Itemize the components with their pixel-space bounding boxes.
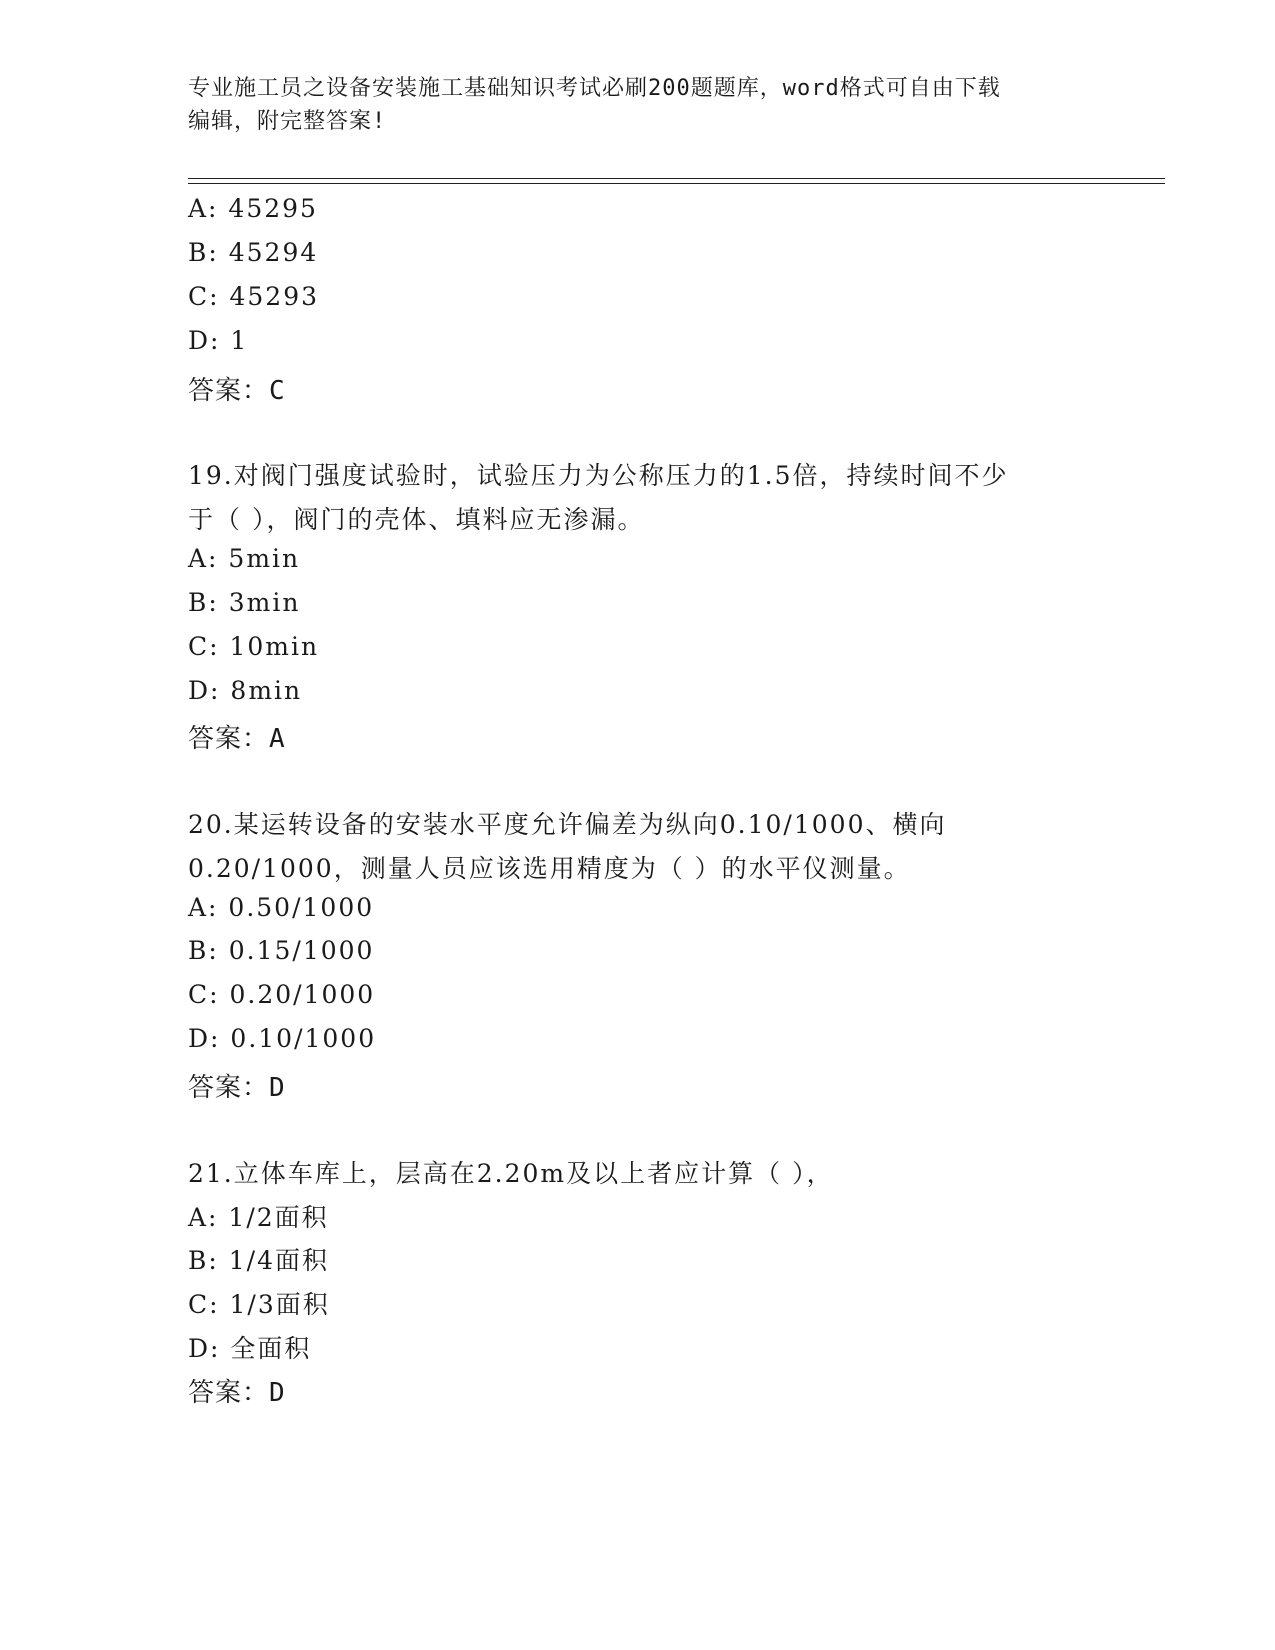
q20-stem-line-2: 0.20/1000，测量人员应该选用精度为（ ）的水平仪测量。: [188, 854, 911, 883]
q19-option-b: B: 3min: [188, 588, 301, 617]
document-header: [188, 72, 1088, 138]
q19-stem-line-1: 19.对阀门强度试验时，试验压力为公称压力的1.5倍，持续时间不少: [188, 461, 1009, 490]
q18-option-c: C: 45293: [188, 282, 320, 311]
q21-option-c: C: 1/3面积: [188, 1290, 330, 1319]
q19-option-a: A: 5min: [188, 544, 301, 573]
q19-option-d: D: 8min: [188, 676, 303, 705]
q18-option-d: D: 1: [188, 326, 249, 355]
q18-answer: 答案：C: [188, 376, 286, 406]
q20-option-d: D: 0.10/1000: [188, 1024, 377, 1053]
q20-answer: 答案：D: [188, 1073, 286, 1103]
q21-option-b: B: 1/4面积: [188, 1246, 329, 1275]
q20-option-a: A: 0.50/1000: [188, 893, 375, 922]
q21-stem-line-1: 21.立体车库上，层高在2.20m及以上者应计算（ ），: [188, 1159, 834, 1188]
q18-option-b: B: 45294: [188, 238, 319, 267]
q20-stem-line-1: 20.某运转设备的安装水平度允许偏差为纵向0.10/1000、横向: [188, 810, 947, 839]
header-divider-top: [188, 178, 1165, 179]
header-title-line-1: 专业施工员之设备安装施工基础知识考试必刷200题题库，word格式可自由下载: [188, 76, 1001, 101]
q21-option-a: A: 1/2面积: [188, 1203, 329, 1232]
q19-stem-line-2: 于（ ），阀门的壳体、填料应无渗漏。: [188, 505, 645, 534]
q20-option-b: B: 0.15/1000: [188, 936, 375, 965]
header-divider-bottom: [188, 183, 1165, 184]
q19-option-c: C: 10min: [188, 632, 320, 661]
q19-answer: 答案：A: [188, 724, 286, 754]
q20-option-c: C: 0.20/1000: [188, 980, 376, 1009]
q21-answer: 答案：D: [188, 1378, 286, 1408]
header-title-line-2: 编辑，附完整答案!: [188, 109, 387, 134]
q21-option-d: D: 全面积: [188, 1334, 312, 1363]
q18-option-a: A: 45295: [188, 194, 318, 223]
